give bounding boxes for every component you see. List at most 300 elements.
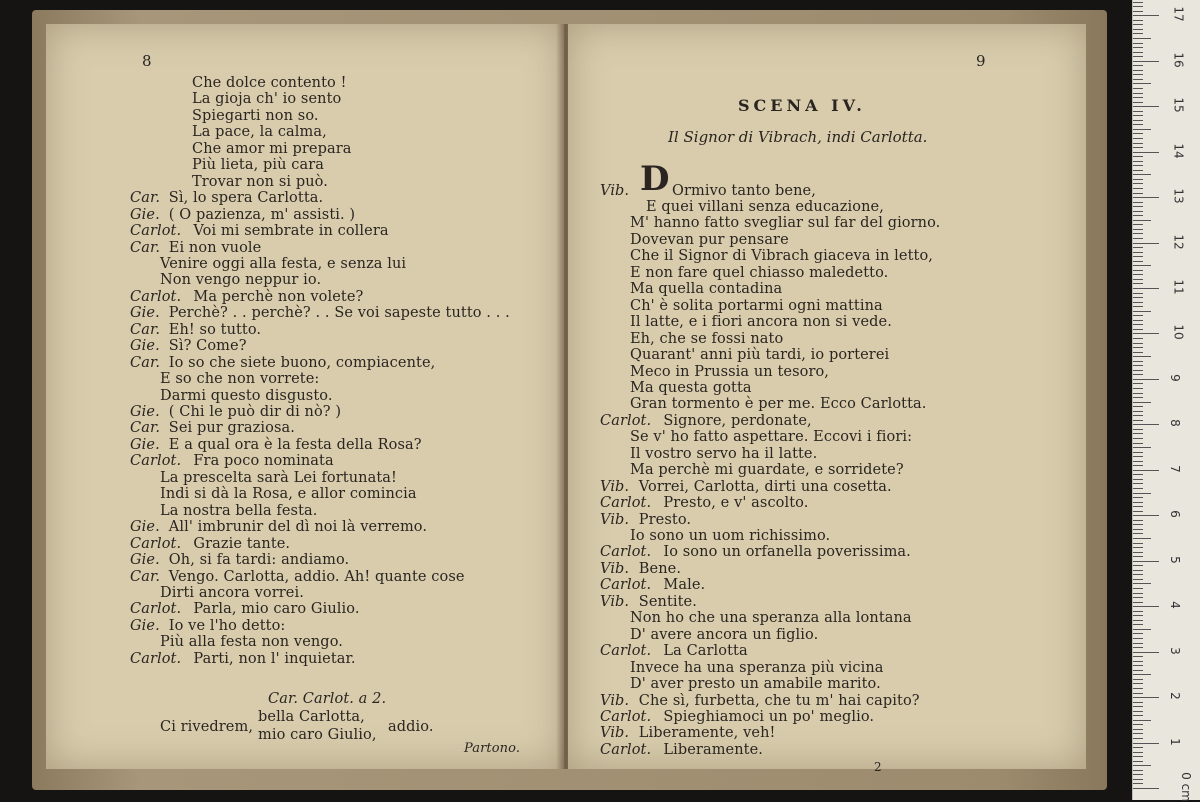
ruler-tick xyxy=(1133,56,1143,57)
ruler-tick xyxy=(1133,615,1143,616)
ruler-tick xyxy=(1133,697,1159,698)
ruler-label: 17 xyxy=(1171,6,1186,22)
dialogue-line: Oh, si fa tardi: andiamo. xyxy=(168,552,350,569)
measuring-ruler xyxy=(1132,0,1200,800)
ruler-tick xyxy=(1133,779,1143,780)
speaker-name: Gie. xyxy=(130,338,160,355)
ruler-label: 16 xyxy=(1171,52,1186,68)
ruler-label: 15 xyxy=(1171,97,1186,113)
ruler-tick xyxy=(1133,365,1143,366)
speaker-name: Car. xyxy=(130,321,161,338)
ruler-tick xyxy=(1133,233,1143,234)
ruler-tick xyxy=(1133,52,1143,53)
dialogue-line: All' imbrunir del dì noi là verremo. xyxy=(168,519,428,536)
duet-left-text: Ci rivedrem, xyxy=(160,719,254,735)
ruler-tick xyxy=(1133,638,1143,639)
ruler-tick xyxy=(1133,511,1143,512)
verse-line: La nostra bella festa. xyxy=(160,502,318,519)
ruler-tick xyxy=(1133,152,1159,153)
ruler-tick xyxy=(1133,583,1151,584)
left-page xyxy=(46,24,564,769)
signature-mark: 2 xyxy=(874,760,882,774)
speaker-name: Carlot. xyxy=(600,495,652,512)
speaker-name: Car. xyxy=(130,354,161,371)
drop-cap: D xyxy=(640,159,670,199)
verse-line: Che il Signor di Vibrach giaceva in letto, xyxy=(630,248,933,265)
dialogue-line: Presto, e v' ascolto. xyxy=(663,495,809,512)
ruler-tick xyxy=(1133,106,1159,107)
dialogue-line: Io so che siete buono, compiacente, xyxy=(168,354,436,371)
ruler-tick xyxy=(1133,415,1143,416)
dialogue-line: Ma perchè non volete? xyxy=(193,288,364,305)
speaker-name: Gie. xyxy=(130,617,160,634)
ruler-tick xyxy=(1133,83,1151,84)
ruler-tick xyxy=(1133,283,1143,284)
ruler-label: 5 xyxy=(1167,555,1182,564)
ruler-tick xyxy=(1133,256,1143,257)
ruler-tick xyxy=(1133,393,1143,394)
speaker-name: Gie. xyxy=(130,305,160,322)
ruler-label: 8 xyxy=(1167,419,1182,428)
dialogue-line: ( Chi le può dir di nò? ) xyxy=(168,404,342,420)
ruler-tick xyxy=(1133,452,1143,453)
ruler-tick xyxy=(1133,574,1143,575)
ruler-tick xyxy=(1133,38,1151,39)
ruler-label: 11 xyxy=(1171,279,1186,295)
ruler-tick xyxy=(1133,24,1143,25)
ruler-tick xyxy=(1133,397,1143,398)
ruler-tick xyxy=(1133,270,1143,271)
verse-line: Ch' è solita portarmi ogni mattina xyxy=(630,297,883,314)
ruler-tick xyxy=(1133,74,1143,75)
ruler-tick xyxy=(1133,388,1143,389)
speaker-name: Gie. xyxy=(130,552,160,569)
verse-line: Invece ha una speranza più vicina xyxy=(630,659,884,676)
ruler-tick xyxy=(1133,261,1143,262)
verse-line: Gran tormento è per me. Ecco Carlotta. xyxy=(630,396,927,413)
ruler-tick xyxy=(1133,11,1143,12)
verse-line: Ma questa gotta xyxy=(630,379,752,396)
dialogue-line: Sei pur graziosa. xyxy=(168,420,295,437)
ruler-tick xyxy=(1133,774,1143,775)
verse-line: Che dolce contento ! xyxy=(192,75,347,91)
ruler-tick xyxy=(1133,724,1143,725)
speaker-name: Carlot. xyxy=(130,535,182,552)
page-number-right: 9 xyxy=(976,52,986,70)
ruler-tick xyxy=(1133,629,1151,630)
ruler-tick xyxy=(1133,447,1151,448)
ruler-tick xyxy=(1133,647,1143,648)
ruler-tick xyxy=(1133,88,1143,89)
ruler-tick xyxy=(1133,102,1143,103)
ruler-tick xyxy=(1133,206,1143,207)
dialogue-line: Presto. xyxy=(638,511,692,528)
ruler-tick xyxy=(1133,347,1143,348)
ruler-tick xyxy=(1133,670,1143,671)
ruler-tick xyxy=(1133,170,1143,171)
ruler-tick xyxy=(1133,383,1143,384)
ruler-tick xyxy=(1133,493,1151,494)
speaker-name: Carlot. xyxy=(130,601,182,618)
ruler-tick xyxy=(1133,124,1143,125)
dialogue-line: Sentite. xyxy=(638,593,697,610)
ruler-tick xyxy=(1133,738,1143,739)
dialogue-line: Fra poco nominata xyxy=(193,453,334,470)
speaker-name: Gie. xyxy=(130,519,160,536)
ruler-tick xyxy=(1133,65,1143,66)
ruler-tick xyxy=(1133,2,1143,3)
ruler-tick xyxy=(1133,538,1151,539)
dialogue-line: ( O pazienza, m' assisti. ) xyxy=(168,206,356,223)
verse-line: Meco in Prussia un tesoro, xyxy=(630,363,830,380)
ruler-tick xyxy=(1133,479,1143,480)
ruler-tick xyxy=(1133,720,1151,721)
ruler-tick xyxy=(1133,406,1143,407)
ruler-tick xyxy=(1133,679,1143,680)
ruler-tick xyxy=(1133,520,1143,521)
speaker-name: Car. xyxy=(130,568,161,585)
dialogue-line: Vorrei, Carlotta, dirti una cosetta. xyxy=(638,478,892,495)
ruler-tick xyxy=(1133,220,1151,221)
ruler-tick xyxy=(1133,456,1143,457)
ruler-tick xyxy=(1133,47,1143,48)
verse-line: Venire oggi alla festa, e senza lui xyxy=(160,255,407,272)
verse-line: Il vostro servo ha il latte. xyxy=(630,445,818,462)
verse-line: Darmi questo disgusto. xyxy=(160,387,333,404)
ruler-tick xyxy=(1133,424,1159,425)
ruler-tick xyxy=(1133,465,1143,466)
ruler-tick xyxy=(1133,315,1143,316)
ruler-tick xyxy=(1133,579,1143,580)
ruler-tick xyxy=(1133,533,1143,534)
ruler-tick xyxy=(1133,324,1143,325)
ruler-label: 7 xyxy=(1167,464,1182,473)
dialogue-line: Signore, perdonate, xyxy=(663,412,812,429)
verse-line: Se v' ho fatto aspettare. Eccovi i fiori: xyxy=(630,429,913,446)
ruler-tick xyxy=(1133,756,1143,757)
ruler-tick xyxy=(1133,43,1143,44)
verse-line: La pace, la calma, xyxy=(192,124,327,141)
speaker-name: Carlot. xyxy=(130,223,182,240)
ruler-tick xyxy=(1133,302,1143,303)
ruler-tick xyxy=(1133,20,1143,21)
dialogue-line: Liberamente, veh! xyxy=(638,725,776,742)
verse-line: Trovar non si può. xyxy=(192,173,328,190)
speaker-name: Gie. xyxy=(130,404,160,420)
verse-line: Non ho che una speranza alla lontana xyxy=(630,610,912,627)
ruler-label: 1 xyxy=(1167,737,1182,746)
ruler-tick xyxy=(1133,461,1143,462)
ruler-tick xyxy=(1133,311,1151,312)
ruler-tick xyxy=(1133,279,1143,280)
ruler-tick xyxy=(1133,29,1143,30)
ruler-tick xyxy=(1133,306,1143,307)
ruler-tick xyxy=(1133,665,1143,666)
ruler-tick xyxy=(1133,211,1143,212)
ruler-tick xyxy=(1133,570,1143,571)
ruler-tick xyxy=(1133,133,1143,134)
duet-top-text: bella Carlotta, xyxy=(258,709,365,725)
verse-line: Io sono un uom richissimo. xyxy=(630,528,831,544)
ruler-label: 12 xyxy=(1171,233,1186,250)
ruler-tick xyxy=(1133,156,1143,157)
first-line-text: Ormivo tanto bene, xyxy=(672,183,816,199)
ruler-tick xyxy=(1133,706,1143,707)
ruler-tick xyxy=(1133,729,1143,730)
ruler-tick xyxy=(1133,747,1143,748)
dialogue-line: Parti, non l' inquietar. xyxy=(193,650,356,667)
duet-bottom-text: mio caro Giulio, xyxy=(258,727,377,743)
ruler-tick xyxy=(1133,338,1143,339)
verse-line: Eh, che se fossi nato xyxy=(630,330,784,347)
ruler-tick xyxy=(1133,165,1143,166)
ruler-tick xyxy=(1133,147,1143,148)
dialogue-line: Bene. xyxy=(638,560,682,577)
ruler-tick xyxy=(1133,70,1143,71)
speaker-name: Carlot. xyxy=(130,288,182,305)
ruler-tick xyxy=(1133,656,1143,657)
ruler-tick xyxy=(1133,229,1143,230)
verse-line: D' aver presto un amabile marito. xyxy=(630,676,881,693)
verse-line: E quei villani senza educazione, xyxy=(646,199,884,215)
dialogue-line: Io sono un orfanella poverissima. xyxy=(663,544,911,561)
ruler-tick xyxy=(1133,715,1143,716)
verse-line: E so che non vorrete: xyxy=(160,371,320,388)
speaker-name: Car. xyxy=(130,420,161,437)
ruler-tick xyxy=(1133,202,1143,203)
ruler-tick xyxy=(1133,606,1159,607)
ruler-tick xyxy=(1133,179,1143,180)
speaker-name: Vib. xyxy=(600,692,630,709)
ruler-tick xyxy=(1133,488,1143,489)
ruler-tick xyxy=(1133,620,1143,621)
ruler-tick xyxy=(1133,183,1143,184)
ruler-label: 4 xyxy=(1167,601,1182,609)
speaker-name: Carlot. xyxy=(600,544,652,561)
dialogue-line: La Carlotta xyxy=(663,643,748,660)
ruler-tick xyxy=(1133,297,1143,298)
duet-right-text: addio. xyxy=(388,719,434,735)
ruler-tick xyxy=(1133,470,1159,471)
ruler-tick xyxy=(1133,115,1143,116)
ruler-tick xyxy=(1133,361,1143,362)
ruler-tick xyxy=(1133,293,1143,294)
ruler-tick xyxy=(1133,597,1143,598)
dialogue-line: Liberamente. xyxy=(663,741,763,758)
speaker-name: Carlot. xyxy=(600,708,652,725)
verse-line: M' hanno fatto svegliar sul far del giorno. xyxy=(630,215,941,232)
verse-line: Ma perchè mi guardate, e sorridete? xyxy=(630,462,904,479)
ruler-tick xyxy=(1133,174,1151,175)
dialogue-line: Sì? Come? xyxy=(168,338,247,355)
speaker-name: Vib. xyxy=(600,560,630,577)
ruler-tick xyxy=(1133,788,1159,789)
ruler-tick xyxy=(1133,588,1143,589)
ruler-tick xyxy=(1133,674,1151,675)
dialogue-line: Grazie tante. xyxy=(193,535,291,552)
dialogue-line: Io ve l'ho detto: xyxy=(168,617,286,634)
ruler-tick xyxy=(1133,443,1143,444)
ruler-tick xyxy=(1133,547,1143,548)
ruler-tick xyxy=(1133,129,1151,130)
ruler-tick xyxy=(1133,111,1143,112)
ruler-tick xyxy=(1133,529,1143,530)
verse-line: Più lieta, più cara xyxy=(192,157,324,174)
ruler-tick xyxy=(1133,288,1159,289)
dialogue-line: Voi mi sembrate in collera xyxy=(193,223,389,240)
ruler-tick xyxy=(1133,161,1143,162)
ruler-tick xyxy=(1133,252,1143,253)
ruler-tick xyxy=(1133,602,1143,603)
ruler-tick xyxy=(1133,238,1143,239)
ruler-tick xyxy=(1133,333,1159,334)
ruler-tick xyxy=(1133,702,1143,703)
ruler-tick xyxy=(1133,733,1143,734)
speaker-name: Carlot. xyxy=(600,412,652,429)
ruler-tick xyxy=(1133,761,1143,762)
first-speaker: Vib. xyxy=(600,183,630,199)
ruler-tick xyxy=(1133,138,1143,139)
ruler-tick xyxy=(1133,552,1143,553)
ruler-tick xyxy=(1133,474,1143,475)
ruler-tick xyxy=(1133,506,1143,507)
speaker-name: Vib. xyxy=(600,511,630,528)
ruler-tick xyxy=(1133,247,1143,248)
verse-line: Non vengo neppur io. xyxy=(160,272,322,289)
verse-line: Spiegarti non so. xyxy=(192,107,319,124)
duet-heading: Car. Carlot. a 2. xyxy=(268,691,387,707)
dialogue-line: Parla, mio caro Giulio. xyxy=(193,601,360,618)
ruler-tick xyxy=(1133,515,1159,516)
verse-line: Ma quella contadina xyxy=(630,281,783,298)
ruler-tick xyxy=(1133,197,1159,198)
dialogue-line: Male. xyxy=(663,577,706,594)
ruler-tick xyxy=(1133,433,1143,434)
dialogue-line: Ei non vuole xyxy=(168,239,262,256)
ruler-tick xyxy=(1133,329,1143,330)
ruler-tick xyxy=(1133,502,1143,503)
speaker-name: Vib. xyxy=(600,593,630,610)
verse-line: Il latte, e i fiori ancora non si vede. xyxy=(630,314,892,331)
ruler-tick xyxy=(1133,15,1159,16)
ruler-tick xyxy=(1133,565,1143,566)
speaker-name: Car. xyxy=(130,239,161,256)
verse-line: Che amor mi prepara xyxy=(192,140,352,157)
ruler-tick xyxy=(1133,6,1143,7)
speaker-name: Gie. xyxy=(130,436,160,453)
ruler-tick xyxy=(1133,120,1143,121)
ruler-label: 0 cm xyxy=(1178,772,1193,802)
ruler-tick xyxy=(1133,752,1143,753)
ruler-tick xyxy=(1133,265,1151,266)
ruler-tick xyxy=(1133,343,1143,344)
page-number-left: 8 xyxy=(142,52,152,70)
ruler-tick xyxy=(1133,611,1143,612)
ruler-tick xyxy=(1133,683,1143,684)
verse-line: Indi si dà la Rosa, e allor comincia xyxy=(160,486,417,503)
ruler-tick xyxy=(1133,224,1143,225)
ruler-tick xyxy=(1133,79,1143,80)
ruler-tick xyxy=(1133,711,1143,712)
verse-line: Dirti ancora vorrei. xyxy=(160,584,304,601)
ruler-tick xyxy=(1133,693,1143,694)
ruler-tick xyxy=(1133,543,1143,544)
ruler-tick xyxy=(1133,352,1143,353)
ruler-tick xyxy=(1133,402,1151,403)
ruler-tick xyxy=(1133,624,1143,625)
ruler-label: 13 xyxy=(1171,188,1186,204)
ruler-tick xyxy=(1133,483,1143,484)
ruler-tick xyxy=(1133,374,1143,375)
ruler-label: 10 xyxy=(1171,324,1186,341)
verse-line: Più alla festa non vengo. xyxy=(160,634,343,651)
ruler-tick xyxy=(1133,93,1143,94)
speaker-name: Gie. xyxy=(130,206,160,223)
ruler-label: 6 xyxy=(1167,510,1182,519)
ruler-tick xyxy=(1133,33,1143,34)
ruler-tick xyxy=(1133,743,1159,744)
speaker-name: Carlot. xyxy=(600,643,652,660)
ruler-tick xyxy=(1133,420,1143,421)
scene-subtitle: Il Signor di Vibrach, indi Carlotta. xyxy=(668,128,928,146)
ruler-tick xyxy=(1133,593,1143,594)
dialogue-line: Perchè? . . perchè? . . Se voi sapeste tutto . . . xyxy=(168,305,510,322)
ruler-tick xyxy=(1133,143,1143,144)
verse-line: Dovevan pur pensare xyxy=(630,231,789,248)
dialogue-line: E a qual ora è la festa della Rosa? xyxy=(168,436,422,453)
verse-line: D' avere ancora un figlio. xyxy=(630,626,819,643)
ruler-tick xyxy=(1133,215,1143,216)
ruler-tick xyxy=(1133,643,1143,644)
speaker-name: Carlot. xyxy=(600,577,652,594)
ruler-tick xyxy=(1133,61,1159,62)
dialogue-line: Eh! so tutto. xyxy=(168,321,262,338)
ruler-tick xyxy=(1133,783,1143,784)
dialogue-line: Spieghiamoci un po' meglio. xyxy=(663,708,875,725)
speaker-name: Car. xyxy=(130,190,161,207)
ruler-tick xyxy=(1133,97,1143,98)
dialogue-line: Sì, lo spera Carlotta. xyxy=(168,190,324,207)
ruler-tick xyxy=(1133,379,1159,380)
right-page xyxy=(568,24,1086,774)
ruler-tick xyxy=(1133,429,1143,430)
speaker-name: Carlot. xyxy=(130,453,182,470)
speaker-name: Carlot. xyxy=(130,650,182,667)
ruler-label: 9 xyxy=(1167,374,1182,382)
ruler-tick xyxy=(1133,243,1159,244)
ruler-tick xyxy=(1133,274,1143,275)
ruler-tick xyxy=(1133,370,1143,371)
ruler-tick xyxy=(1133,320,1143,321)
ruler-tick xyxy=(1133,661,1143,662)
verse-line: La gioja ch' io sento xyxy=(192,91,342,108)
dialogue-line: Vengo. Carlotta, addio. Ah! quante cose xyxy=(168,568,465,585)
ruler-tick xyxy=(1133,556,1143,557)
ruler-tick xyxy=(1133,188,1143,189)
ruler-tick xyxy=(1133,633,1143,634)
ruler-tick xyxy=(1133,561,1159,562)
ruler-tick xyxy=(1133,688,1143,689)
ruler-label: 2 xyxy=(1167,692,1182,700)
ruler-tick xyxy=(1133,524,1143,525)
ruler-label: 14 xyxy=(1171,142,1186,159)
ruler-tick xyxy=(1133,497,1143,498)
ruler-label: 3 xyxy=(1167,646,1182,655)
exit-direction: Partono. xyxy=(464,741,521,756)
verse-line: E non fare quel chiasso maledetto. xyxy=(630,264,889,281)
scene-title: SCENA IV. xyxy=(738,96,866,115)
verse-line: La prescelta sarà Lei fortunata! xyxy=(160,469,397,486)
